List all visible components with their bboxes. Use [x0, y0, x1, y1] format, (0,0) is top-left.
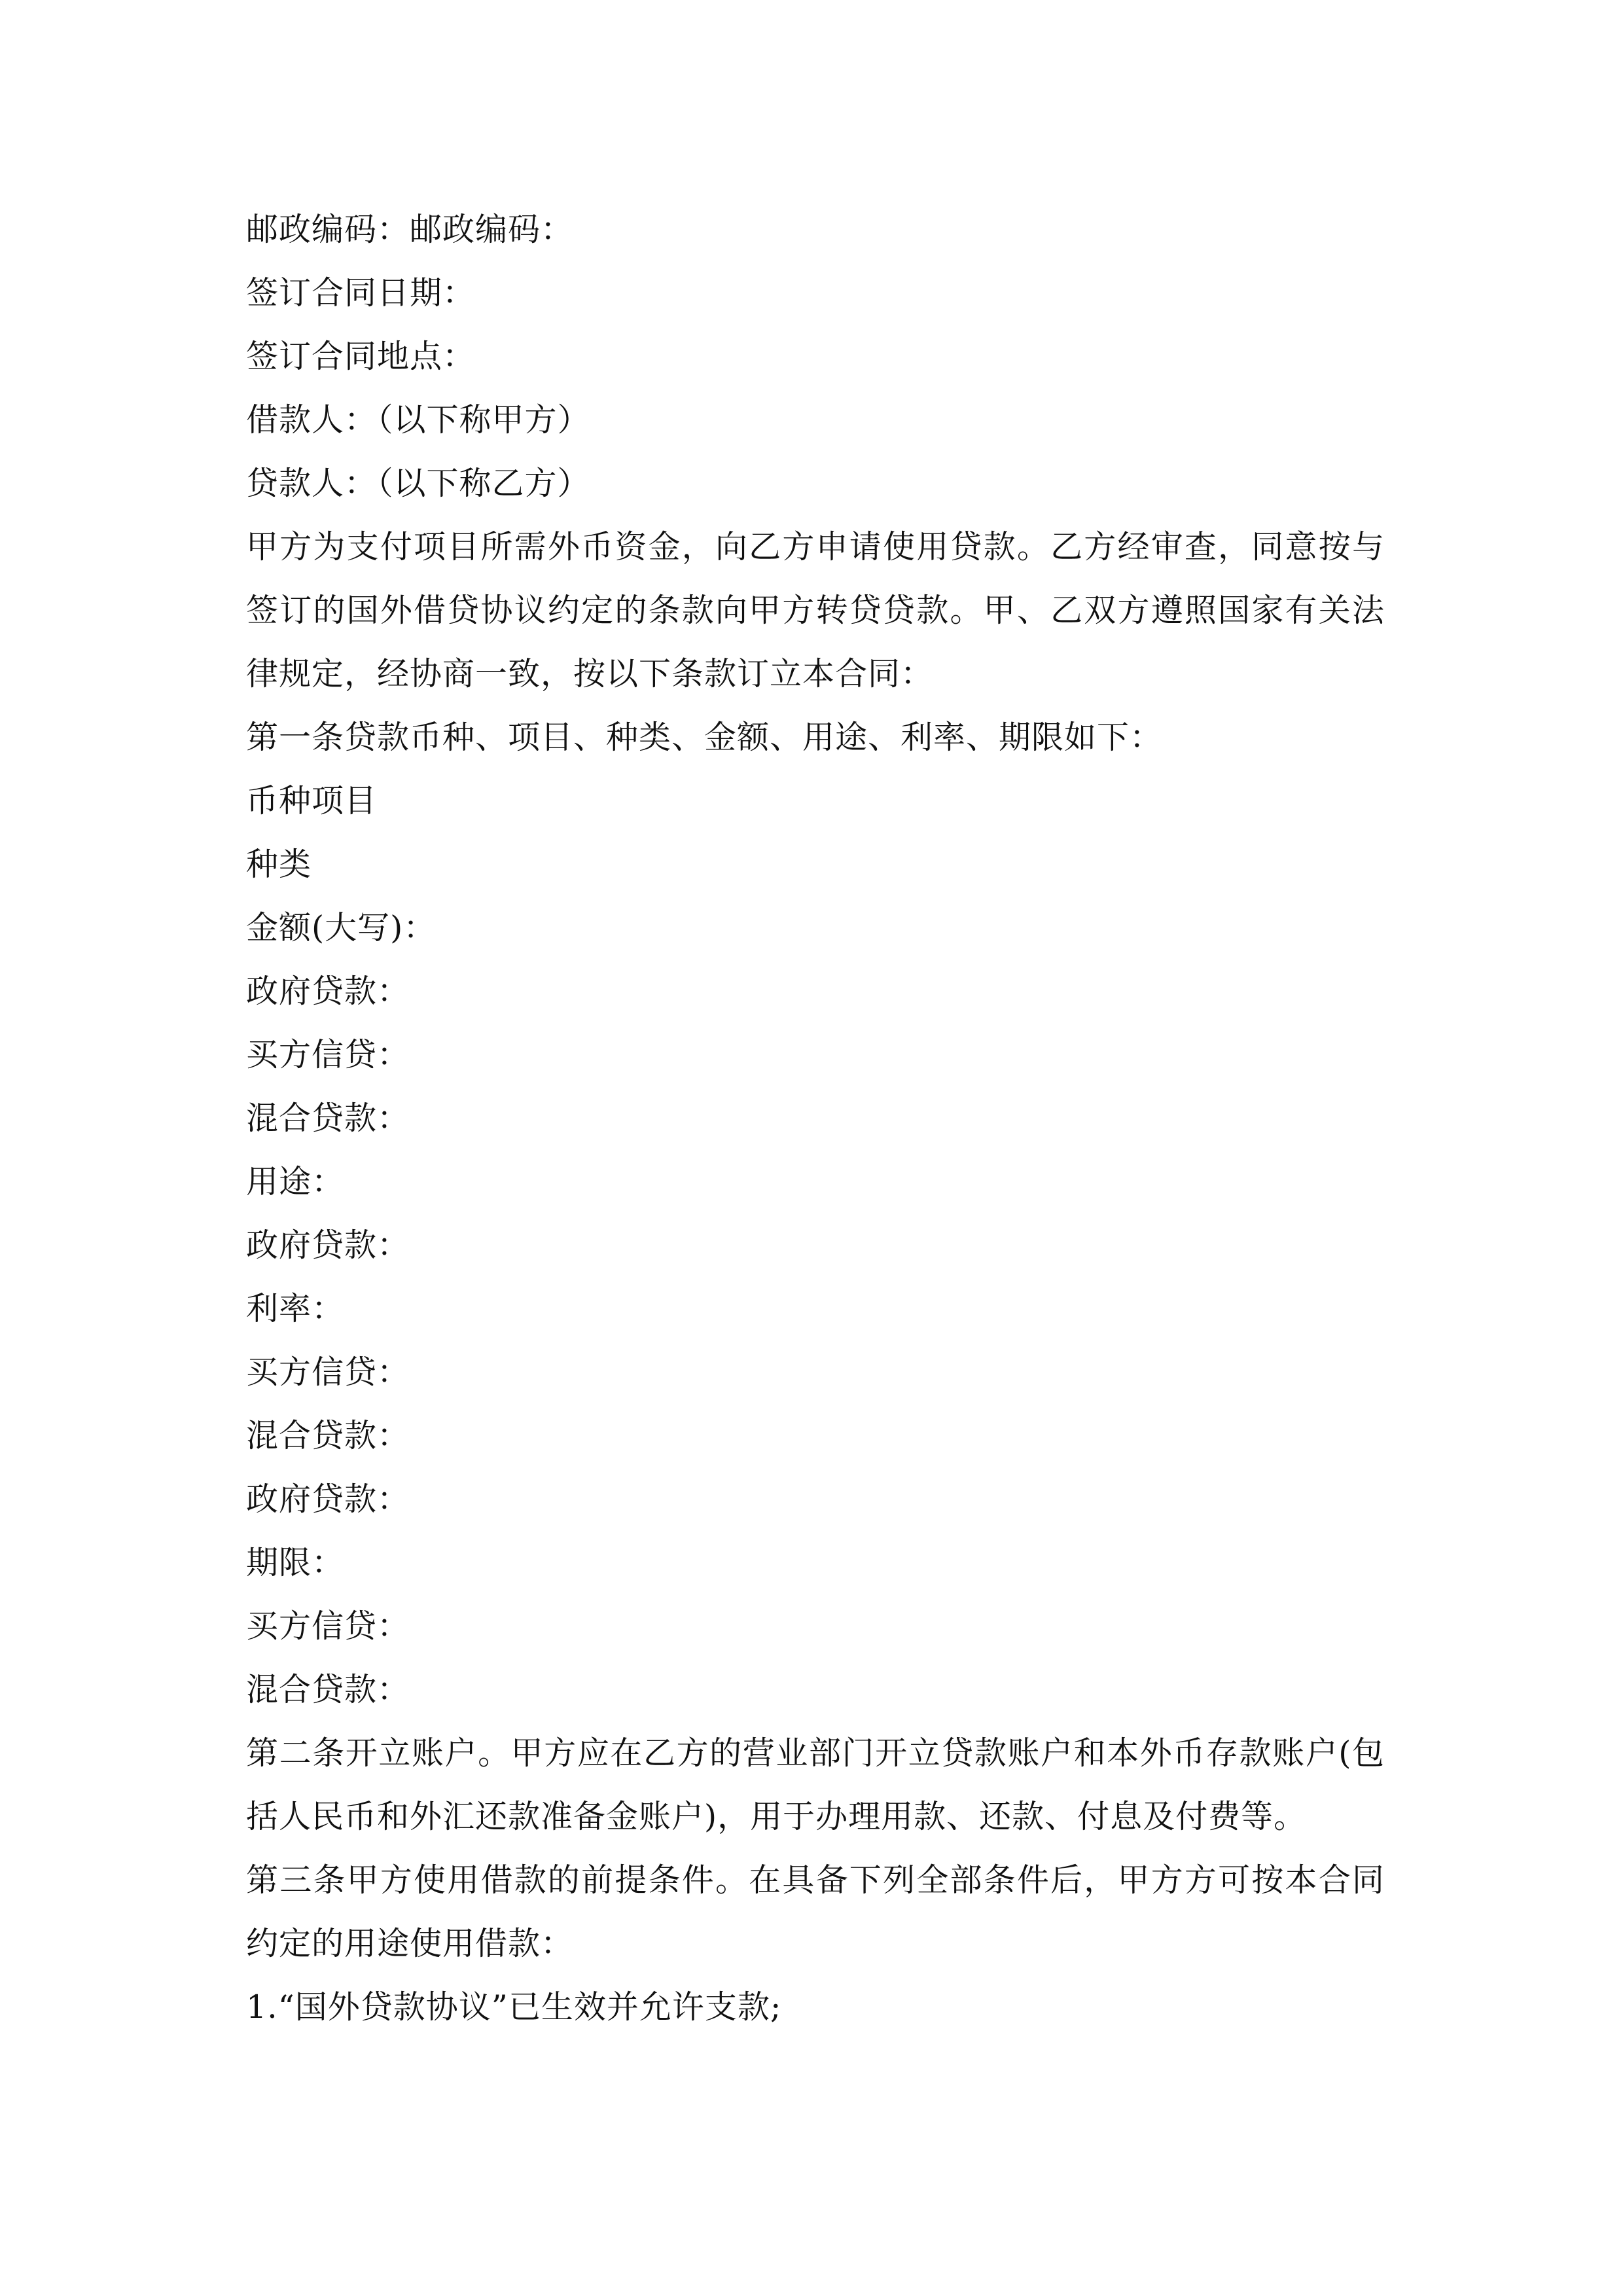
- article-1-item: 利率：: [246, 1290, 345, 1327]
- article-1-item: 政府贷款：: [246, 1480, 410, 1518]
- article-1-item: 买方信贷：: [246, 1607, 410, 1645]
- article-1-item: 政府贷款：: [246, 973, 410, 1010]
- article-1-item: 混合贷款：: [246, 1100, 410, 1137]
- article-3-paragraph: 第三条甲方使用借款的前提条件。在具备下列全部条件后，甲方方可按本合同约定的用途使用借款：: [246, 1861, 1385, 1962]
- contract-place-line: 签订合同地点：: [246, 338, 476, 375]
- article-1-item: 用途：: [246, 1163, 345, 1200]
- borrower-line: 借款人：（以下称甲方）: [246, 401, 590, 439]
- condition-1-line: 1.“国外贷款协议”已生效并允许支款;: [246, 1988, 782, 2026]
- article-1-item: 政府贷款：: [246, 1227, 410, 1264]
- article-1-item: 混合贷款：: [246, 1671, 410, 1708]
- article-1-heading: 第一条贷款币种、项目、种类、金额、用途、利率、期限如下：: [246, 719, 1163, 756]
- article-1-item: 买方信贷：: [246, 1354, 410, 1391]
- intro-paragraph: 甲方为支付项目所需外币资金，向乙方申请使用贷款。乙方经审查，同意按与签订的国外借贷协议约定的条款向甲方转贷贷款。甲、乙双方遵照国家有关法律规定，经协商一致，按以下条款订立本合同：: [246, 528, 1385, 692]
- article-1-item: 金额(大写)：: [246, 909, 437, 946]
- article-1-item: 混合贷款：: [246, 1417, 410, 1454]
- article-1-item: 种类: [246, 846, 312, 883]
- article-1-item: 期限：: [246, 1544, 345, 1581]
- contract-date-line: 签订合同日期：: [246, 274, 476, 312]
- article-1-item: 买方信贷：: [246, 1036, 410, 1073]
- postal-code-line: 邮政编码：邮政编码：: [246, 211, 574, 248]
- lender-line: 贷款人：（以下称乙方）: [246, 465, 590, 502]
- article-2-paragraph: 第二条开立账户。甲方应在乙方的营业部门开立贷款账户和本外币存款账户(包括人民币和外汇还款准备金账户)，用于办理用款、还款、付息及付费等。: [246, 1734, 1385, 1835]
- article-1-item: 币种项目: [246, 782, 378, 819]
- document-body: [246, 198, 1385, 2039]
